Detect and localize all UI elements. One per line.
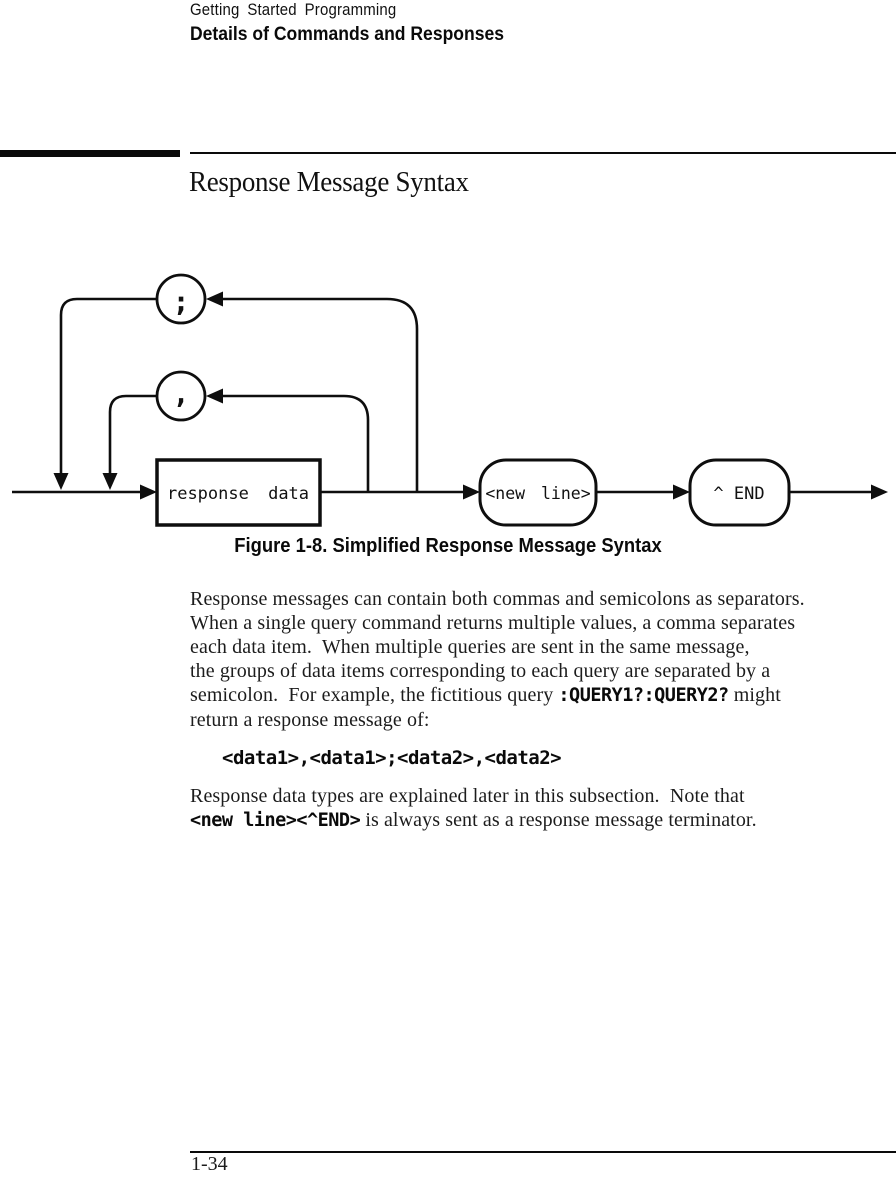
header-rule (190, 152, 896, 154)
text-line (190, 587, 896, 611)
new-line-label: <new line> (485, 484, 591, 503)
footer-rule (190, 1151, 896, 1153)
text-run: Response messages can contain both commas and semicolons as separators. (190, 588, 805, 610)
text-line (190, 808, 896, 833)
text-run: might (728, 684, 781, 706)
page-title: Response Message Syntax (189, 166, 469, 198)
header-section: Details of Commands and Responses (190, 23, 505, 45)
figure-caption: Figure 1-8. Simplified Response Message Syntax (234, 535, 662, 557)
end-node (690, 460, 789, 525)
header-chapter: Getting Started Programming (190, 0, 397, 19)
paragraph (190, 587, 896, 732)
text-line (190, 659, 896, 683)
text-run: Response data types are explained later in this subsection. Note that (190, 785, 745, 807)
text-run: return a response message of: (190, 709, 430, 731)
text-line (190, 784, 896, 808)
new-line-node (480, 460, 596, 525)
page-number: 1-34 (191, 1153, 228, 1175)
inline-code: :QUERY1?:QUERY2? (558, 685, 729, 706)
text-run: semicolon. For example, the fictitious query (190, 684, 559, 706)
response-data-label: response data (166, 484, 310, 504)
code-block: <data1>,<data1>;<data2>,<data2> (222, 747, 562, 769)
response-data-node (157, 460, 320, 525)
syntax-diagram (0, 260, 896, 540)
text-line (190, 635, 896, 659)
text-line (190, 708, 896, 732)
semicolon-node (157, 275, 205, 323)
text-line (190, 611, 896, 635)
text-run: When a single query command returns multiple values, a comma separates (190, 612, 796, 634)
end-label: ^ END (713, 484, 765, 504)
text-line (190, 683, 896, 708)
text-run: each data item. When multiple queries are sent in the same message, (190, 636, 750, 658)
text-run: the groups of data items corresponding to each query are separated by a (190, 660, 771, 682)
paragraph (190, 784, 896, 833)
comma-label: , (172, 377, 190, 410)
text-run: is always sent as a response message terminator. (360, 809, 757, 831)
comma-node (157, 372, 205, 420)
section-marker-bar (0, 150, 180, 157)
body-text (190, 587, 896, 846)
inline-code: <new line><^END> (190, 810, 361, 831)
semicolon-label: ; (172, 285, 190, 318)
